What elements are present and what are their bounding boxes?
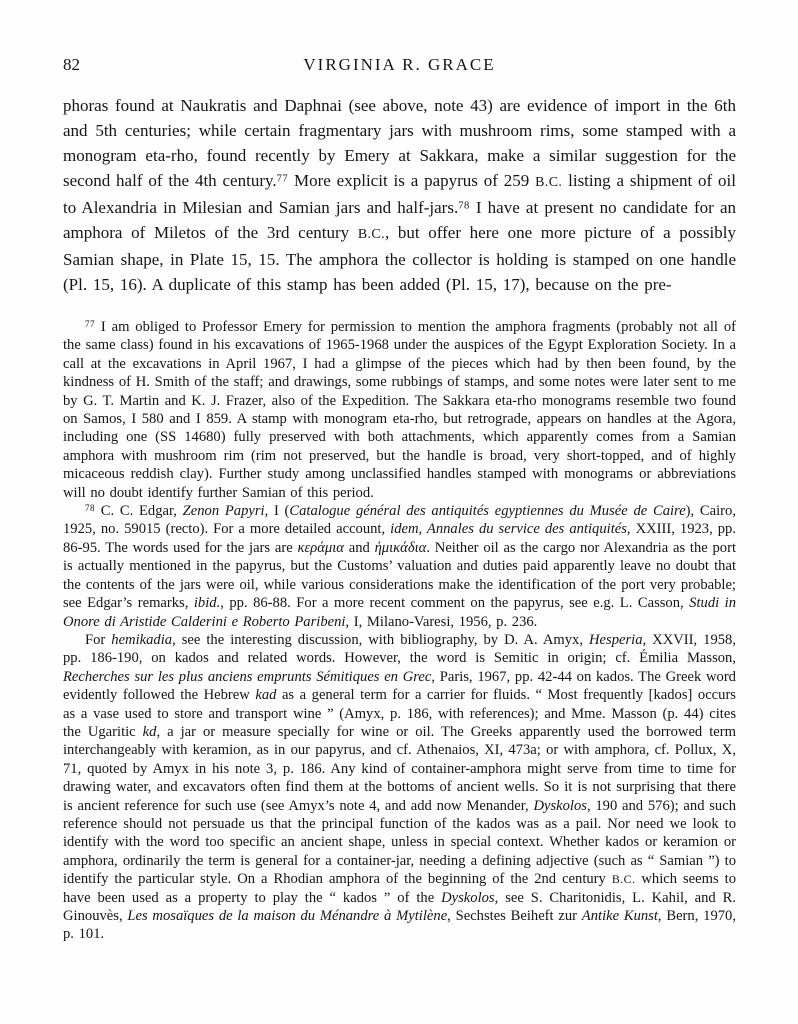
- main-text-block: [63, 93, 736, 944]
- footnote-hemikadia-paragraph: For hemikadia, see the interesting discussion, with bibliography, by D. A. Amyx, Hesperia, XXVII, 1958, pp. 186-190, on kados and related words. However, the word is Semitic in origin; cf. Émilia Masson, Recherches sur les plus anciens emprunts Sémitiques en Grec, Paris, 1967, pp. 42-44 on kados. The Greek word evidently followed the Hebrew kad as a general term for a carrier for fluids. “ Most frequently [kados] occurs as a vase used to store and transport wine ” (Amyx, p. 186, with references); and Mme. Masson (p. 44) cites the Ugaritic kd, a jar or measure specially for wine or oil. The Greeks apparently used the borrowed term interchangeably with keramion, as in our papyrus, and cf. Athenaios, XI, 473a; or with amphora, cf. Pollux, X, 71, quoted by Amyx in his note 3, p. 186. Any kind of container-amphora might serve from time to time for drawing water, and excavators often find them at the bottoms of ancient wells. So it is not surprising that there is ancient reference for such use (see Amyx’s note 4, and add now Menander, Dyskolos, 190 and 576); and such reference should not persuade us that the principal function of the kados was as a pail. Nor need we look to identify with the word too specific an ancient shape, unless in special context. Whether kados or keramion or amphora, ordinarily the term is general for a container-jar, needing a defining adjective (such as “ Samian ”) to identify the particular style. On a Rhodian amphora of the beginning of the 2nd century B.C. which seems to have been used as a property to play the “ kados ” of the Dyskolos, see S. Charitonidis, L. Kahil, and R. Ginouvès, Les mosaïques de la maison du Ménandre à Mytilène, Sechstes Beiheft zur Antike Kunst, Bern, 1970, p. 101.: [63, 631, 737, 943]
- footnote-77: $^{77}$ I am obliged to Professor Emery for permission to mention the amphora fragments (probably not all of the same class) found in his excavations of 1965-1968 under the auspices of the Egypt Exploration Society. In a call at the excavations in April 1967, I had a glimpse of the pieces which had by then been found, by the kindness of H. Smith of the staff; and drawings, some rubbings of stamps, and some notes were later sent to me by G. T. Martin and K. J. Frazer, also of the Expedition. The Sakkara eta-rho monograms resemble two found on Samos, I 580 and I 859. A stamp with monogram eta-rho, but retrograde, appears on handles at the Agora, including one (SS 14680) fully preserved with both attachments, which apparently comes from a Samian amphora with mushroom rim (rim not preserved, but the handle is broad, very short-topped, and of highly micaceous reddish clay). Further study among unclassified handles stamped with monograms or abbreviations will no doubt identify further Samian of this period.: [63, 318, 736, 501]
- body-paragraph: phoras found at Naukratis and Daphnai (see above, note 43) are evidence of import in the 6th and 5th centuries; while certain fragmentary jars with mushroom rims, some stamped with a monogram eta-rho, found recently by Emery at Sakkara, make a similar suggestion for the second half of the 4th century.$^{77}$ More explicit is a papyrus of 259 B.C. listing a shipment of oil to Alexandria in Milesian and Samian jars and half-jars.$^{78}$ I have at present no candidate for an amphora of Miletos of the 3rd century B.C., but offer here one more picture of a possibly Samian shape, in Plate 15, 15. The amphora the collector is holding is stamped on one handle (Pl. 15, 16). A duplicate of this stamp has been added (Pl. 15, 17), because on the pre-: [63, 96, 736, 294]
- footnotes-section: [63, 318, 736, 944]
- page-number: 82: [63, 55, 80, 74]
- running-title: VIRGINIA R. GRACE: [303, 55, 496, 74]
- footnote-78: $^{78}$ C. C. Edgar, Zenon Papyri, I (Catalogue général des antiquités egyptiennes du Musée de Caire), Cairo, 1925, no. 59015 (recto). For a more detailed account, idem, Annales du service des antiquités, XXIII, 1923, pp. 86-95. The words used for the jars are κεράμια and ἡμικάδια. Neither oil as the cargo nor Alexandria as the port is actually mentioned in the papyrus, but the Customs’ valuation and duties paid apparently leave no doubt that the contents of the jars were oil, while various considerations make the identification of the port very probable; see Edgar’s remarks, ibid., pp. 86-88. For a more recent comment on the papyrus, see e.g. L. Casson, Studi in Onore di Aristide Calderini e Roberto Paribeni, I, Milano-Varesi, 1956, p. 236.: [63, 503, 737, 630]
- page-header: [63, 55, 736, 77]
